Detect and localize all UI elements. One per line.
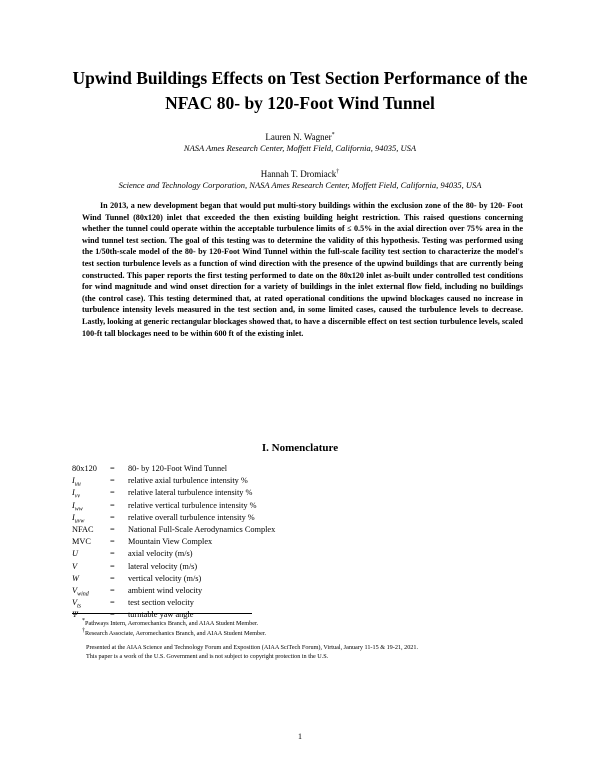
nomenclature-symbol bbox=[72, 561, 110, 573]
nomenclature-equals: = bbox=[110, 549, 115, 559]
nomenclature-symbol bbox=[72, 524, 110, 536]
author-2 bbox=[0, 166, 600, 180]
symbol-base: I bbox=[72, 476, 75, 486]
nomenclature-definition: 80- by 120-Foot Wind Tunnel bbox=[128, 464, 228, 473]
symbol-base: I bbox=[72, 500, 75, 510]
nomenclature-symbol bbox=[72, 548, 110, 560]
conference-note bbox=[86, 643, 546, 661]
nomenclature-row bbox=[72, 524, 275, 536]
author-2-affiliation: Science and Technology Corporation, NASA Ames Research Center, Moffett Field, California, 94035, USA bbox=[118, 180, 482, 190]
nomenclature-definition: ambient wind velocity bbox=[128, 585, 203, 595]
nomenclature-equals: = bbox=[110, 598, 115, 608]
nomenclature-heading: I. Nomenclature bbox=[261, 442, 339, 454]
paper-title bbox=[40, 66, 560, 116]
nomenclature-equals: = bbox=[110, 610, 115, 620]
nomenclature-definition: relative vertical turbulence intensity % bbox=[128, 500, 257, 510]
symbol-base: 80x120 bbox=[72, 464, 97, 473]
nomenclature-row bbox=[72, 585, 275, 597]
symbol-subscript: ts bbox=[77, 603, 82, 610]
symbol-base: W bbox=[72, 573, 79, 583]
symbol-subscript: ww bbox=[74, 506, 83, 513]
nomenclature-row bbox=[72, 548, 275, 560]
nomenclature-equals: = bbox=[110, 500, 115, 510]
symbol-base: I bbox=[72, 488, 75, 498]
author-1-affiliation: NASA Ames Research Center, Moffett Field, California, 94035, USA bbox=[183, 143, 417, 153]
nomenclature-equals: = bbox=[110, 488, 115, 498]
nomenclature-row bbox=[72, 487, 275, 499]
nomenclature-row bbox=[72, 475, 275, 487]
nomenclature-symbol bbox=[72, 536, 110, 548]
author-1 bbox=[0, 129, 600, 143]
author-1-mark: * bbox=[331, 132, 335, 138]
symbol-base: NFAC bbox=[72, 524, 94, 534]
nomenclature-symbol bbox=[72, 573, 110, 585]
nomenclature-row bbox=[72, 512, 275, 524]
footnote-2-text: Research Associate, Aeromechanics Branch, and AIAA Student Member. bbox=[85, 630, 267, 638]
author-2-name: Hannah T. Dromiack bbox=[260, 169, 337, 179]
nomenclature-row bbox=[72, 536, 275, 548]
nomenclature-definition: National Full-Scale Aerodynamics Complex bbox=[128, 524, 276, 534]
nomenclature-row bbox=[72, 573, 275, 585]
nomenclature-definition: relative axial turbulence intensity % bbox=[128, 476, 248, 486]
symbol-subscript: uvw bbox=[74, 518, 85, 525]
nomenclature-symbol bbox=[72, 463, 110, 475]
symbol-base: V bbox=[72, 598, 78, 608]
conference-line-1: Presented at the AIAA Science and Technology Forum and Exposition (AIAA SciTech Forum), Virtual, January 11-15 & 19-21, 2021. bbox=[86, 644, 419, 651]
conference-line-2: This paper is a work of the U.S. Government and is not subject to copyright protection in the U.S. bbox=[86, 653, 329, 660]
nomenclature-equals: = bbox=[110, 512, 115, 522]
symbol-base: U bbox=[72, 549, 78, 559]
abstract: In 2013, a new development began that would put multi-story buildings within the exclusion zone of the 80- by 120- Foot Wind Tunnel (80x120) inlet that exceeded the then existing building height restriction. This raised questions concerning whether the tunnel could operate within the acceptable turbulence limits of ≤ 0.5% in the axial direction over 75% area in the wind tunnel test section. The goal of this testing was to determine the validity of this hypothesis. Testing was performed using the 1/50th-scale model of the 80- by 120-Foot Wind Tunnel within the full-scale facility test section to characterize the model's test section turbulence levels as a function of wind direction with the presence of the upwind buildings that are currently being constructed. This paper reports the first testing performed to date on the 80x120 inlet as-built under controlled test conditions for wind magnitude and wind onset direction for a variety of buildings in the inlet external flow field, including no buildings (the control case). This testing determined that, at rated operational conditions the upwind blockages caused no increase in turbulence intensity levels measured in the test section and, in some limited cases, caused the turbulence levels to decrease. Lastly, looking at generic rectangular blockages showed that, to have a discernible effect on test section turbulence levels, scaled 100-ft tall blockages need to be within 600 ft of the existing inlet. bbox=[82, 201, 523, 338]
symbol-subscript: wind bbox=[77, 591, 89, 598]
nomenclature-equals: = bbox=[110, 573, 115, 583]
symbol-base: Ψ bbox=[72, 610, 78, 620]
nomenclature-equals: = bbox=[110, 476, 115, 486]
nomenclature-definition: axial velocity (m/s) bbox=[128, 549, 193, 559]
nomenclature-row bbox=[72, 500, 275, 512]
footnote-2 bbox=[82, 627, 266, 638]
nomenclature-definition: relative overall turbulence intensity % bbox=[128, 512, 255, 522]
nomenclature-row bbox=[72, 597, 275, 609]
footnote-2-mark: † bbox=[82, 628, 85, 634]
nomenclature-definition: relative lateral turbulence intensity % bbox=[128, 488, 253, 498]
author-2-mark: † bbox=[336, 169, 340, 175]
nomenclature-equals: = bbox=[110, 537, 115, 547]
footnote-1-mark: * bbox=[82, 618, 85, 624]
title-line-2: NFAC 80- by 120-Foot Wind Tunnel bbox=[165, 93, 435, 113]
footnote-1-text: Pathways Intern, Aeromechanics Branch, and AIAA Student Member. bbox=[85, 620, 259, 628]
symbol-base: V bbox=[72, 561, 78, 571]
symbol-base: I bbox=[72, 512, 75, 522]
nomenclature-row bbox=[72, 463, 275, 475]
title-line-1: Upwind Buildings Effects on Test Section Performance of the bbox=[72, 68, 528, 88]
footnote-rule bbox=[72, 613, 252, 614]
nomenclature-definition: Mountain View Complex bbox=[128, 537, 213, 547]
nomenclature-equals: = bbox=[110, 464, 115, 473]
symbol-base: V bbox=[72, 585, 78, 595]
symbol-subscript: vv bbox=[74, 494, 81, 501]
symbol-base: MVC bbox=[72, 537, 91, 547]
nomenclature-definition: lateral velocity (m/s) bbox=[128, 561, 198, 571]
nomenclature-equals: = bbox=[110, 585, 115, 595]
nomenclature-definition: vertical velocity (m/s) bbox=[128, 573, 202, 583]
symbol-subscript: uu bbox=[74, 481, 81, 488]
nomenclature-equals: = bbox=[110, 524, 115, 534]
nomenclature-equals: = bbox=[110, 561, 115, 571]
nomenclature-list bbox=[72, 463, 275, 621]
nomenclature-definition: turntable yaw angle bbox=[128, 610, 194, 620]
nomenclature-row bbox=[72, 561, 275, 573]
author-1-name: Lauren N. Wagner bbox=[265, 132, 332, 142]
nomenclature-definition: test section velocity bbox=[128, 598, 194, 608]
page-number: 1 bbox=[298, 732, 302, 741]
